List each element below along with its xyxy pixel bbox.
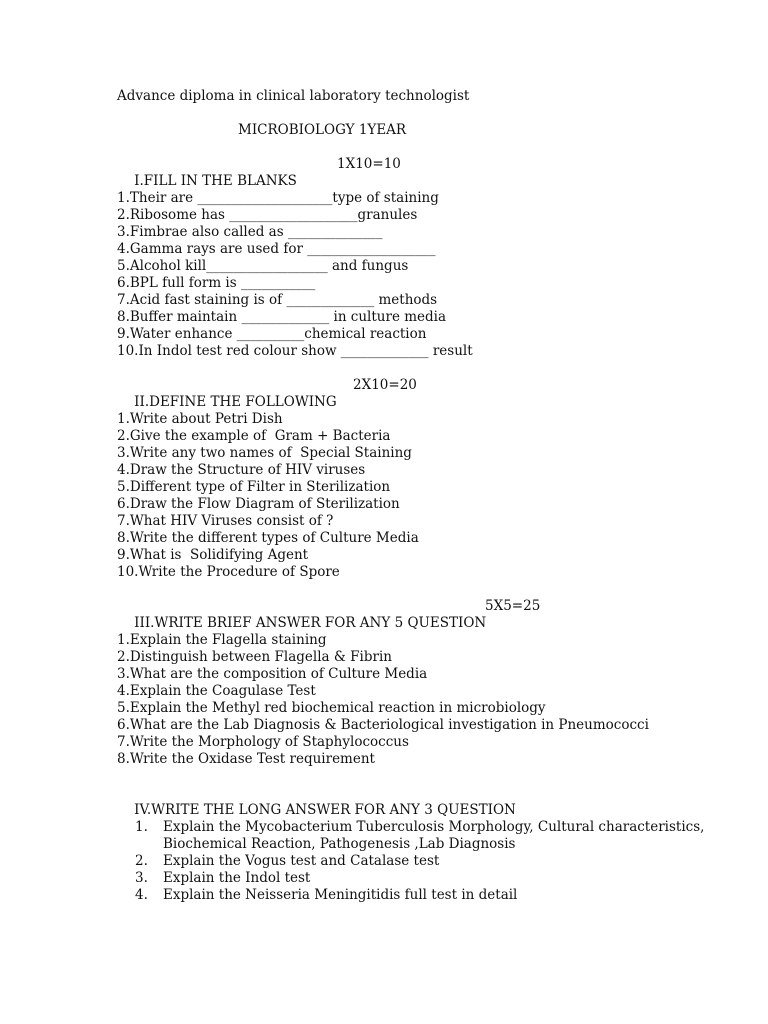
- list-item-text: Explain the Neisseria Meningitidis full test in detail: [163, 887, 518, 903]
- section1-title: I.FILL IN THE BLANKS: [134, 173, 297, 189]
- section3-title: III.WRITE BRIEF ANSWER FOR ANY 5 QUESTION: [134, 615, 487, 631]
- list-item: [117, 887, 737, 904]
- list-item: 2.Ribosome has ___________________granules: [117, 207, 418, 223]
- list-item: 1.Explain the Flagella staining: [117, 632, 327, 648]
- section1-list: [117, 190, 737, 360]
- list-item-number: 1.: [135, 819, 148, 835]
- list-item: 10.Write the Procedure of Spore: [117, 564, 340, 580]
- spacer: [117, 105, 737, 122]
- section4-title: IV.WRITE THE LONG ANSWER FOR ANY 3 QUESTION: [134, 802, 516, 818]
- spacer: [117, 360, 737, 377]
- list-item: [117, 819, 737, 853]
- list-item: 6.What are the Lab Diagnosis & Bacteriological investigation in Pneumococci: [117, 717, 649, 733]
- course-title: Advance diploma in clinical laboratory technologist: [117, 88, 470, 104]
- section1-heading: [117, 156, 737, 189]
- list-item: 8.Write the different types of Culture Media: [117, 530, 419, 546]
- list-item: 9.Water enhance __________chemical reaction: [117, 326, 427, 342]
- list-item-text: Explain the Indol test: [163, 870, 311, 886]
- section3-heading: [117, 598, 737, 631]
- list-item: 9.What is Solidifying Agent: [117, 547, 309, 563]
- list-item-number: 4.: [135, 887, 148, 903]
- section3-marks: 5X5=25: [485, 598, 541, 614]
- list-item: 1.Write about Petri Dish: [117, 411, 283, 427]
- list-item: 2.Give the example of Gram + Bacteria: [117, 428, 391, 444]
- list-item: 7.What HIV Viruses consist of ?: [117, 513, 334, 529]
- list-item: 7.Acid fast staining is of _____________ methods: [117, 292, 438, 308]
- list-item-number: 3.: [135, 870, 148, 886]
- list-item: [117, 870, 737, 887]
- list-item: 5.Explain the Methyl red biochemical reaction in microbiology: [117, 700, 546, 716]
- list-item: 6.Draw the Flow Diagram of Sterilization: [117, 496, 400, 512]
- list-item: 5.Different type of Filter in Sterilization: [117, 479, 391, 495]
- spacer: [117, 139, 737, 156]
- list-item: 5.Alcohol kill__________________ and fungus: [117, 258, 409, 274]
- list-item: 3.Write any two names of Special Staining: [117, 445, 412, 461]
- section1-marks: 1X10=10: [337, 156, 401, 172]
- list-item-text: Explain the Vogus test and Catalase test: [163, 853, 440, 869]
- list-item-number: 2.: [135, 853, 148, 869]
- list-item: 7.Write the Morphology of Staphylococcus: [117, 734, 409, 750]
- list-item: 2.Distinguish between Flagella & Fibrin: [117, 649, 392, 665]
- list-item: 8.Buffer maintain _____________ in culture media: [117, 309, 447, 325]
- list-item: 1.Their are ____________________type of staining: [117, 190, 439, 206]
- list-item: 4.Explain the Coagulase Test: [117, 683, 316, 699]
- section4-heading: [117, 785, 737, 818]
- exam-paper: [117, 88, 737, 904]
- section2-list: [117, 411, 737, 581]
- spacer: [117, 768, 737, 785]
- list-item-text: Explain the Mycobacterium Tuberculosis Morphology, Cultural characteristics, Biochemical Reaction, Pathogenesis ,Lab Diagnosis: [163, 819, 705, 852]
- list-item: [117, 853, 737, 870]
- section2-title: II.DEFINE THE FOLLOWING: [134, 394, 337, 410]
- list-item: 6.BPL full form is ___________: [117, 275, 316, 291]
- spacer: [117, 581, 737, 598]
- section2-heading: [117, 377, 737, 410]
- section2-marks: 2X10=20: [353, 377, 417, 393]
- section3-list: [117, 632, 737, 768]
- list-item: 10.In Indol test red colour show _____________ result: [117, 343, 473, 359]
- list-item: 3.What are the composition of Culture Media: [117, 666, 428, 682]
- section4-list: [117, 819, 737, 904]
- subject-title: MICROBIOLOGY 1YEAR: [238, 122, 407, 138]
- list-item: 3.Fimbrae also called as ______________: [117, 224, 383, 240]
- list-item: 4.Draw the Structure of HIV viruses: [117, 462, 366, 478]
- list-item: 4.Gamma rays are used for ___________________: [117, 241, 436, 257]
- list-item: 8.Write the Oxidase Test requirement: [117, 751, 375, 767]
